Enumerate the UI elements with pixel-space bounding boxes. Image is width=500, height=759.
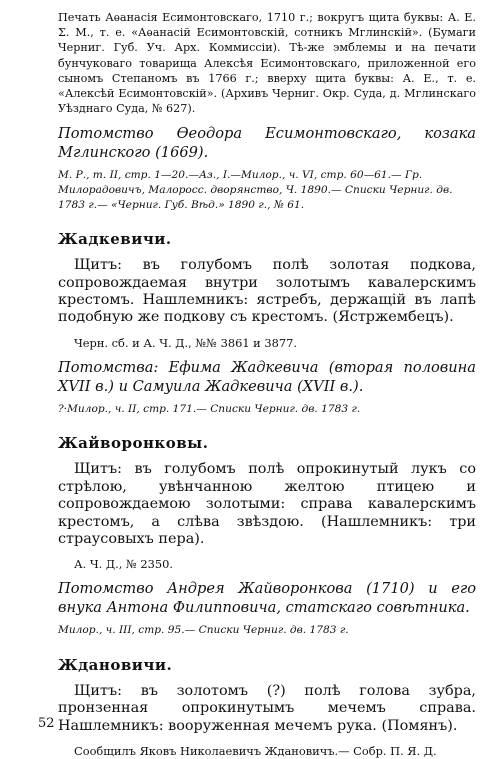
references: ?·Милор., ч. II, стр. 171.— Списки Черниг. дв. 1783 г. bbox=[58, 402, 361, 415]
family-title-zhdanovichi: Ждановичи. bbox=[58, 656, 173, 675]
family-title-zhaivoronkovy: Жайворонковы. bbox=[58, 434, 209, 453]
archive-source: А. Ч. Д., № 2350. bbox=[74, 557, 174, 572]
lineage-note: Потомство Ѳеодора Есимонтовскаго, козака Мглинского (1669). bbox=[58, 125, 476, 162]
seal-note: Печать Аѳанасія Есимонтовскаго, 1710 г.; вокругъ щита буквы: А. Е. Σ. М., т. е. «Аѳанасій Есимонтовскій, сотникъ Мглинскій». (Бумаги Черниг. Губ. Уч. Арх. Коммиссіи). Тѣ-же эмблемы и на печати бунчуковаго товарища Алексѣя Есимонтовскаго, приложенной его сыномъ Степаномъ въ 1766 г.; вверху щита буквы: А. Е., т. е. «Алексѣй Есимонтовскій». (Архивъ Черниг. Окр. Суда, д. Мглинскаго Уѣзднаго Суда, № 627). bbox=[58, 11, 476, 116]
archive-source: Сообщилъ Яковъ Николаевичъ Ждановичъ.— Собр. П. Я. Д. bbox=[74, 744, 437, 759]
archive-source: Черн. сб. и А. Ч. Д., №№ 3861 и 3877. bbox=[74, 335, 298, 350]
shield-description: Щитъ: въ золотомъ (?) полѣ голова зубра, пронзенная опрокинутымъ мечемъ справа. Нашлемникъ: вооруженная мечемъ рука. (Помянъ). bbox=[58, 683, 476, 734]
references: М. Р., т. II, стр. 1—20.—Аз., I.—Милор., ч. VI, стр. 60—61.— Гр. Милорадовичъ, Малоросс. дворянство, Ч. 1890.— Списки Черниг. дв. 1783 г.— «Черниг. Губ. Вѣд.» 1890 г., № 61. bbox=[58, 169, 453, 211]
family-title-zhadkevichi: Жадкевичи. bbox=[58, 230, 172, 249]
page-number: 52 bbox=[38, 716, 55, 731]
lineage-note: Потомства: Ефима Жадкевича (вторая половина XVII в.) и Самуила Жадкевича (XVII в.). bbox=[58, 358, 476, 395]
shield-description: Щитъ: въ голубомъ полѣ золотая подкова, сопровождаемая внутри золотымъ кавалерскимъ крестомъ. Нашлемникъ: ястребъ, держащій въ лапѣ подобную же подкову съ крестомъ. (Ястржембецъ). bbox=[58, 257, 476, 326]
shield-description: Щитъ: въ голубомъ полѣ опрокинутый лукъ со стрѣлою, увѣнчанною желтою птицею и сопровождаемою золотыми: справа кавалерскимъ крестомъ, а слѣва звѣздою. (Нашлемникъ: три страусовыхъ пера). bbox=[58, 461, 476, 548]
references: Милор., ч. III, стр. 95.— Списки Черниг. дв. 1783 г. bbox=[58, 624, 349, 637]
lineage-note: Потомство Андрея Жайворонкова (1710) и его внука Антона Филипповича, статскаго совѣтника. bbox=[58, 580, 476, 617]
